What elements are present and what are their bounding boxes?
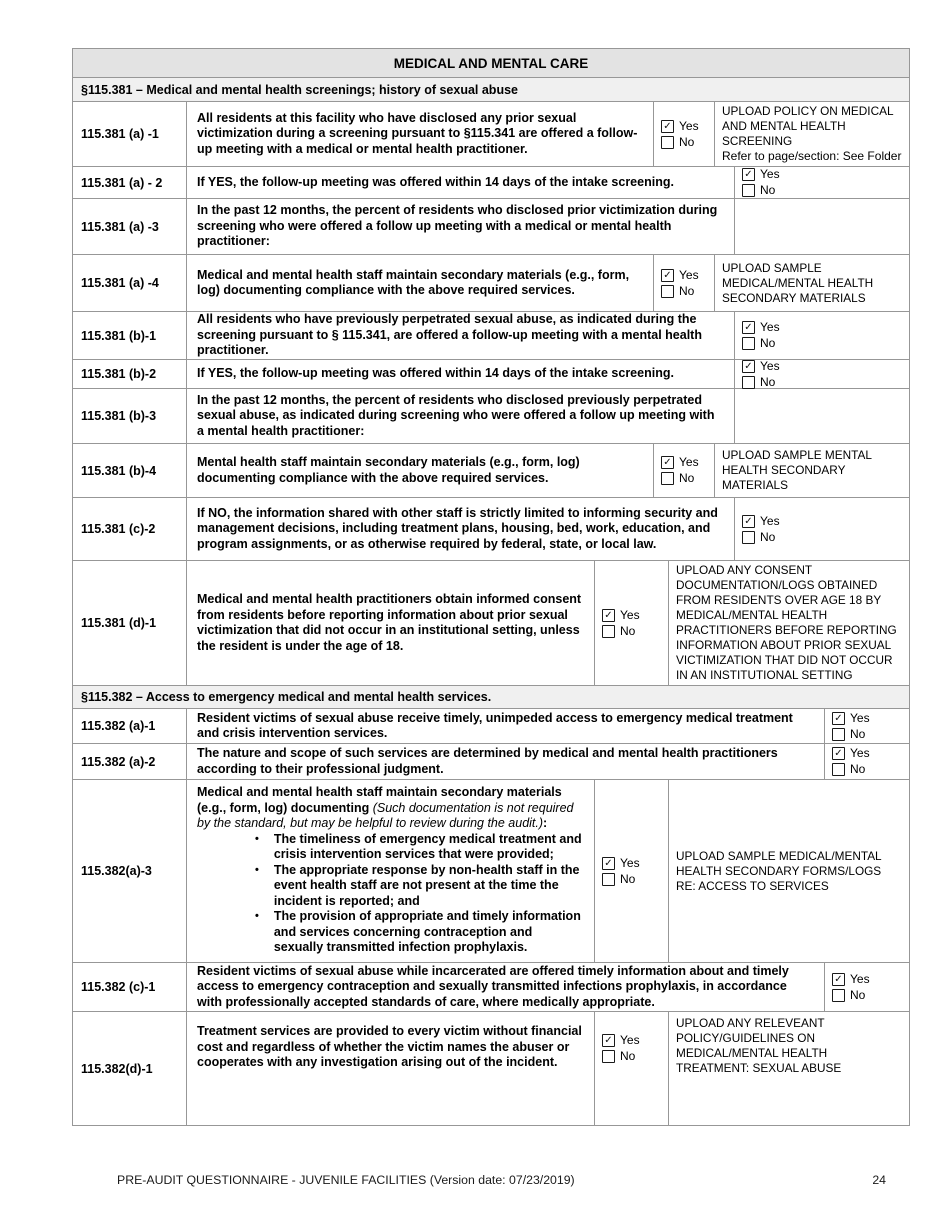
question-id: 115.382 (a)-1: [81, 719, 156, 733]
upload-instruction: UPLOAD ANY RELEVEANT POLICY/GUIDELINES ON MEDICAL/MENTAL HEALTH TREATMENT: SEXUAL ABUSE: [676, 1016, 842, 1075]
yes-label: Yes: [850, 710, 870, 725]
question-text-suffix: :: [543, 816, 548, 830]
no-label: No: [620, 1049, 636, 1063]
yes-checkbox[interactable]: ✓: [602, 857, 615, 870]
yes-option: [742, 168, 907, 181]
yes-label: Yes: [620, 1033, 640, 1047]
no-checkbox[interactable]: [742, 184, 755, 197]
no-checkbox[interactable]: [602, 625, 615, 638]
question-text: Medical and mental health practitioners obtain informed consent from residents before reporting information about prior sexual victimization that did not occur in an institutional setting, unless the resident is under the age of 18.: [197, 592, 582, 653]
upload-instruction: UPLOAD ANY CONSENT DOCUMENTATION/LOGS OBTAINED FROM RESIDENTS OVER AGE 18 BY MEDICAL/MENTAL HEALTH PRACTITIONERS BEFORE REPORTING INFORMATION ABOUT PRIOR SEXUAL VICTIMIZATION THAT DID NOT OCCUR IN AN INSTITUTIONAL SETTING: [676, 563, 897, 682]
no-label: No: [679, 283, 695, 298]
question-cell: [186, 498, 734, 560]
yes-option: [742, 515, 907, 528]
answer-cell: [734, 360, 909, 388]
no-label: No: [760, 374, 776, 389]
question-id: 115.381 (a) -4: [81, 276, 159, 290]
section-381-heading: §115.381 – Medical and mental health screenings; history of sexual abuse: [81, 82, 518, 97]
no-option: [832, 763, 907, 776]
question-id-cell: [73, 444, 186, 497]
yes-checkbox[interactable]: ✓: [832, 973, 845, 986]
table-row: [73, 743, 909, 779]
table-row: [73, 443, 909, 497]
answer-cell: [653, 444, 714, 497]
question-id-cell: [73, 102, 186, 166]
question-cell: [186, 709, 824, 743]
section-header-row: [73, 77, 909, 101]
answer-cell: [824, 963, 909, 1011]
yes-option: [742, 321, 907, 334]
question-id-cell: [73, 312, 186, 359]
table-title: MEDICAL AND MENTAL CARE: [393, 55, 589, 71]
question-cell: [186, 360, 734, 388]
question-text-bold: Medical and mental health staff maintain secondary materials (e.g., form, log) documenting: [197, 785, 562, 815]
upload-cell: [668, 780, 909, 962]
table-row: [73, 359, 909, 388]
bullet-icon: •: [255, 863, 259, 876]
question-text: Treatment services are provided to every victim without financial cost and regardless of whether the victim names the abuser or cooperates with any investigation arising out of the incident.: [197, 1024, 582, 1069]
table-row: [73, 388, 909, 443]
yes-option: [661, 120, 712, 133]
question-id-cell: [73, 498, 186, 560]
upload-cell: [668, 561, 909, 685]
question-cell: [186, 1012, 594, 1125]
no-option: [742, 337, 907, 350]
upload-instruction: UPLOAD SAMPLE MEDICAL/MENTAL HEALTH SECONDARY FORMS/LOGS RE: ACCESS TO SERVICES: [676, 848, 882, 893]
answer-cell: [734, 498, 909, 560]
yes-option: [832, 973, 907, 986]
no-option: [832, 728, 907, 741]
no-checkbox[interactable]: [832, 763, 845, 776]
no-option: [661, 285, 712, 298]
yes-checkbox[interactable]: ✓: [832, 747, 845, 760]
yes-checkbox[interactable]: ✓: [602, 609, 615, 622]
table-row: [73, 560, 909, 685]
question-id: 115.381 (a) -3: [81, 219, 159, 234]
yes-checkbox[interactable]: ✓: [742, 168, 755, 181]
upload-instruction: UPLOAD SAMPLE MEDICAL/MENTAL HEALTH SECONDARY MATERIALS: [722, 260, 874, 305]
footer-title: PRE-AUDIT QUESTIONNAIRE - JUVENILE FACILITIES (Version date: 07/23/2019): [117, 1173, 575, 1187]
question-id: 115.381 (d)-1: [81, 616, 157, 630]
no-label: No: [850, 762, 866, 776]
question-text: Resident victims of sexual abuse while incarcerated are offered timely information about and timely access to emergency contraception and sexually transmitted infections prophylaxis, in accordance with professionally accepted standards of care, where medically appropriate.: [197, 963, 789, 1009]
question-cell: [186, 744, 824, 779]
question-text: Medical and mental health staff maintain secondary materials (e.g., form, log) documenting compliance with the above required services.: [197, 267, 630, 297]
question-id: 115.381 (a) -1: [81, 127, 159, 141]
no-option: [602, 873, 666, 886]
yes-checkbox[interactable]: ✓: [661, 120, 674, 133]
bullet-item: [197, 863, 584, 910]
question-text: All residents who have previously perpetrated sexual abuse, as indicated during the screening pursuant to § 115.341, are offered a follow-up meeting with a mental health practitioner.: [197, 312, 702, 358]
no-label: No: [850, 726, 866, 741]
questionnaire-table: [72, 48, 910, 1126]
question-text: Mental health staff maintain secondary materials (e.g., form, log) documenting compliance with the above required services.: [197, 455, 580, 485]
no-label: No: [620, 623, 636, 638]
table-title-cell: [73, 49, 909, 77]
table-row: [73, 962, 909, 1011]
question-id-cell: [73, 360, 186, 388]
yes-label: Yes: [679, 455, 699, 469]
no-label: No: [620, 871, 636, 886]
yes-option: [742, 360, 907, 373]
question-cell: [186, 312, 734, 359]
yes-checkbox[interactable]: ✓: [832, 712, 845, 725]
question-id-cell: [73, 389, 186, 443]
refer-value: See Folder: [842, 149, 902, 163]
bullet-text: The timeliness of emergency medical treatment and crisis intervention services that were provided;: [273, 831, 582, 861]
no-option: [832, 989, 907, 1002]
no-option: [742, 376, 907, 389]
yes-checkbox[interactable]: ✓: [661, 269, 674, 282]
yes-option: [602, 1034, 666, 1047]
table-row: [73, 497, 909, 560]
no-checkbox[interactable]: [661, 285, 674, 298]
table-row: [73, 779, 909, 962]
table-row: [73, 198, 909, 254]
section-381-heading-cell: [73, 78, 909, 101]
yes-label: Yes: [760, 320, 780, 334]
answer-cell: [824, 709, 909, 743]
no-checkbox[interactable]: [602, 873, 615, 886]
question-id-cell: [73, 780, 186, 962]
yes-label: Yes: [850, 746, 870, 760]
question-text: If YES, the follow-up meeting was offered within 14 days of the intake screening.: [197, 366, 674, 381]
upload-cell: [714, 444, 909, 497]
yes-label: Yes: [760, 513, 780, 528]
question-id-cell: [73, 709, 186, 743]
bullet-item: [197, 909, 584, 956]
table-row: [73, 254, 909, 311]
question-text: In the past 12 months, the percent of residents who disclosed previously perpetrated sexual abuse, as indicated during screening who were offered a follow up meeting with a mental health practitioner:: [197, 392, 715, 438]
question-cell: [186, 255, 653, 311]
upload-cell: [668, 1012, 909, 1125]
table-row: [73, 311, 909, 359]
yes-label: Yes: [620, 855, 640, 870]
upload-instruction: UPLOAD SAMPLE MENTAL HEALTH SECONDARY MATERIALS: [722, 448, 872, 492]
no-label: No: [760, 183, 776, 197]
question-id: 115.381 (b)-2: [81, 367, 157, 381]
no-label: No: [760, 336, 776, 350]
refer-label: Refer to page/section:: [722, 149, 840, 163]
no-label: No: [679, 134, 695, 149]
no-checkbox[interactable]: [832, 989, 845, 1002]
yes-label: Yes: [850, 971, 870, 986]
answer-cell: [734, 167, 909, 198]
empty-answer-cell: [734, 389, 909, 443]
question-id: 115.381 (b)-3: [81, 409, 157, 423]
question-cell: [186, 199, 734, 254]
answer-cell: [594, 1012, 668, 1125]
page-footer: [117, 1173, 886, 1187]
no-option: [661, 136, 712, 149]
question-id-cell: [73, 167, 186, 198]
refer-line: [722, 149, 902, 164]
question-text: Resident victims of sexual abuse receive timely, unimpeded access to emergency medical treatment and crisis intervention services.: [197, 710, 793, 740]
question-cell: [186, 102, 653, 166]
question-text: The nature and scope of such services are determined by medical and mental health practitioners according to their professional judgment.: [197, 746, 778, 776]
answer-cell: [653, 102, 714, 166]
yes-checkbox[interactable]: ✓: [661, 456, 674, 469]
answer-cell: [594, 561, 668, 685]
question-cell: [186, 561, 594, 685]
yes-checkbox[interactable]: ✓: [742, 321, 755, 334]
no-checkbox[interactable]: [742, 531, 755, 544]
answer-cell: [734, 312, 909, 359]
question-id-cell: [73, 1012, 186, 1125]
bullet-item: [197, 832, 584, 863]
no-option: [742, 531, 907, 544]
yes-label: Yes: [760, 167, 780, 181]
no-label: No: [760, 529, 776, 544]
page-number: 24: [872, 1173, 886, 1187]
question-text-italic: (Such documentation is not required by the standard, but may be helpful to review during the audit.): [197, 800, 574, 830]
answer-cell: [824, 744, 909, 779]
no-checkbox[interactable]: [742, 376, 755, 389]
question-cell: [186, 780, 594, 962]
question-id-cell: [73, 561, 186, 685]
bullet-icon: •: [255, 832, 259, 845]
yes-option: [661, 456, 712, 469]
no-option: [661, 472, 712, 485]
table-row: [73, 1011, 909, 1125]
upload-cell: [714, 255, 909, 311]
no-checkbox[interactable]: [742, 337, 755, 350]
bullet-text: The provision of appropriate and timely information and services concerning contraception and sexually transmitted infection prophylaxis.: [273, 909, 581, 954]
yes-checkbox[interactable]: ✓: [742, 360, 755, 373]
yes-checkbox[interactable]: ✓: [602, 1034, 615, 1047]
no-checkbox[interactable]: [661, 136, 674, 149]
question-id: 115.381 (c)-2: [81, 522, 156, 536]
question-id-cell: [73, 255, 186, 311]
table-row: [73, 166, 909, 198]
yes-label: Yes: [679, 267, 699, 282]
table-row: [73, 101, 909, 166]
question-id-cell: [73, 199, 186, 254]
question-cell: [186, 963, 824, 1011]
answer-cell: [594, 780, 668, 962]
no-label: No: [679, 471, 695, 485]
no-checkbox[interactable]: [832, 728, 845, 741]
yes-label: Yes: [760, 358, 780, 373]
question-cell: [186, 444, 653, 497]
question-id-cell: [73, 744, 186, 779]
question-id: 115.382(d)-1: [81, 1061, 153, 1076]
section-header-row: [73, 685, 909, 708]
no-option: [602, 1050, 666, 1063]
bullet-text: The appropriate response by non-health staff in the event health staff are not present at the time the incident is reported; and: [273, 862, 580, 908]
no-checkbox[interactable]: [602, 1050, 615, 1063]
question-id-cell: [73, 963, 186, 1011]
upload-cell: [714, 102, 909, 166]
empty-answer-cell: [734, 199, 909, 254]
upload-instruction: UPLOAD POLICY ON MEDICAL AND MENTAL HEALTH SCREENING: [722, 104, 894, 148]
yes-option: [602, 857, 666, 870]
section-382-heading: §115.382 – Access to emergency medical and mental health services.: [81, 690, 492, 704]
question-id: 115.382 (c)-1: [81, 980, 156, 994]
table-title-row: [73, 49, 909, 77]
yes-checkbox[interactable]: ✓: [742, 515, 755, 528]
answer-cell: [653, 255, 714, 311]
yes-option: [832, 747, 907, 760]
question-text: If YES, the follow-up meeting was offered within 14 days of the intake screening.: [197, 174, 674, 189]
question-intro: [197, 785, 584, 832]
question-id: 115.382 (a)-2: [81, 754, 156, 769]
section-382-heading-cell: [73, 686, 909, 708]
table-row: [73, 708, 909, 743]
question-text: If NO, the information shared with other staff is strictly limited to informing security and management decisions, including treatment plans, housing, bed, work, education, and program assignments, or as otherwise required by federal, state, or local law.: [197, 505, 718, 551]
no-label: No: [850, 987, 866, 1002]
yes-label: Yes: [620, 607, 640, 622]
question-id: 115.382(a)-3: [81, 864, 152, 878]
question-id: 115.381 (b)-1: [81, 328, 157, 343]
yes-option: [832, 712, 907, 725]
no-option: [742, 184, 907, 197]
question-id: 115.381 (a) - 2: [81, 175, 163, 190]
question-cell: [186, 167, 734, 198]
no-option: [602, 625, 666, 638]
yes-option: [661, 269, 712, 282]
question-text: All residents at this facility who have disclosed any prior sexual victimization during a screening pursuant to §115.341 are offered a follow-up meeting with a medical or mental health practitioner.: [197, 110, 638, 156]
bullet-icon: •: [255, 910, 259, 922]
yes-label: Yes: [679, 118, 699, 133]
question-id: 115.381 (b)-4: [81, 463, 157, 478]
yes-option: [602, 609, 666, 622]
question-cell: [186, 389, 734, 443]
no-checkbox[interactable]: [661, 472, 674, 485]
question-text: In the past 12 months, the percent of residents who disclosed prior victimization during screening who were offered a follow up meeting with a medical or mental health practitioner:: [197, 203, 718, 249]
